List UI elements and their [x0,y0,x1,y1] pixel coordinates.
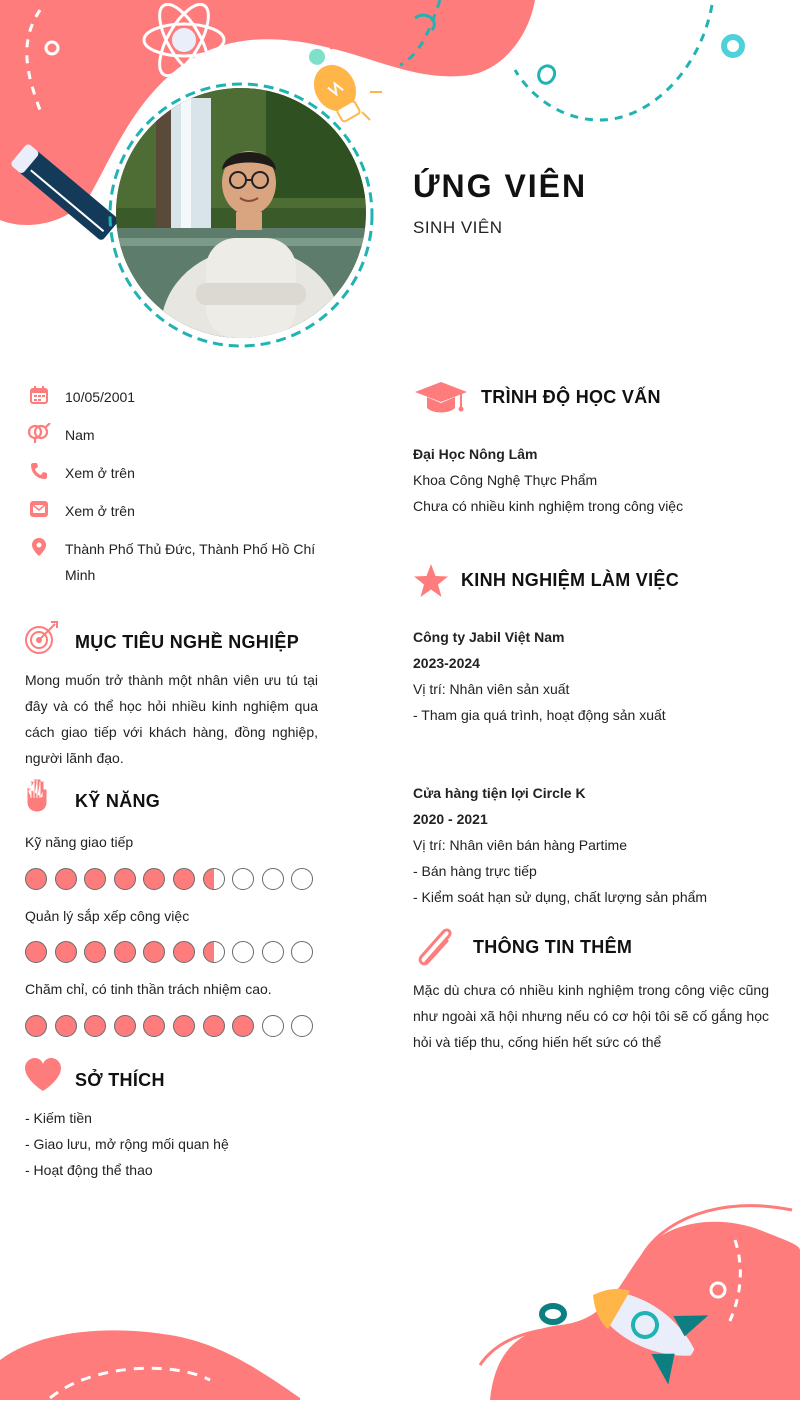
email-text: Xem ở trên [65,503,135,519]
hobby-item: - Giao lưu, mở rộng mối quan hệ [25,1136,229,1152]
education-title: TRÌNH ĐỘ HỌC VẤN [481,387,661,407]
hobby-item: - Hoạt động thể thao [25,1162,153,1178]
job-position: Vị trí: Nhân viên sản xuất [413,681,570,697]
location-pin-icon [26,536,52,558]
rating-dot [173,941,195,963]
rating-dot [291,941,313,963]
rating-dot [232,941,254,963]
skill-label: Quản lý sắp xếp công việc [25,908,190,924]
address-text: Thành Phố Thủ Đức, Thành Phố Hồ Chí Minh [65,541,316,583]
rating-dot [84,868,106,890]
rating-dot [262,1015,284,1037]
calendar-icon [26,384,52,406]
rating-dot [143,1015,165,1037]
phone-text: Xem ở trên [65,465,135,481]
job-detail: - Tham gia quá trình, hoạt động sản xuất [413,707,666,723]
rating-dot [291,1015,313,1037]
rating-dot [262,868,284,890]
job-company: Cửa hàng tiện lợi Circle K [413,785,586,801]
rating-dot [114,868,136,890]
rating-dot [203,868,225,890]
job-company: Công ty Jabil Việt Nam [413,629,565,645]
rating-dot [25,868,47,890]
career-goal-title: MỤC TIÊU NGHỀ NGHIỆP [75,632,300,652]
skill-rating [25,868,321,890]
skill-label: Kỹ năng giao tiếp [25,834,134,850]
rating-dot [173,868,195,890]
hobbies-title: SỞ THÍCH [75,1070,165,1090]
hobbies-list [25,1105,325,1183]
education-block [413,441,783,519]
experience-title: KINH NGHIỆM LÀM VIỆC [461,570,680,590]
info-email [26,498,326,524]
job-period: 2023-2024 [413,655,480,671]
education-school: Đại Học Nông Lâm [413,446,538,462]
birthdate-text: 10/05/2001 [65,389,136,405]
skill-rating [25,1015,321,1037]
gender-icon [26,422,52,444]
rating-dot [25,1015,47,1037]
rating-dot [232,1015,254,1037]
info-address [26,536,326,588]
info-birthdate [26,384,326,410]
rating-dot [55,868,77,890]
profile-photo [116,88,366,338]
education-note: Chưa có nhiều kinh nghiệm trong công việc [413,498,684,514]
job-detail: - Kiểm soát hạn sử dụng, chất lượng sản phẩm [413,889,708,905]
rating-dot [114,941,136,963]
target-icon [24,620,60,656]
job-position: Vị trí: Nhân viên bán hàng Partime [413,837,628,853]
job-entry [413,780,783,910]
paperclip-icon [416,926,458,968]
rating-dot [143,941,165,963]
rating-dot [173,1015,195,1037]
graduation-cap-icon [413,380,469,416]
rating-dot [203,1015,225,1037]
phone-icon [26,460,52,482]
skill-label: Chăm chỉ, có tinh thần trách nhiệm cao. [25,981,272,997]
job-period: 2020 - 2021 [413,811,488,827]
email-icon [26,498,52,520]
rating-dot [55,941,77,963]
candidate-title: SINH VIÊN [413,218,503,237]
job-detail: - Bán hàng trực tiếp [413,863,537,879]
candidate-name: ỨNG VIÊN [413,168,588,204]
rating-dot [55,1015,77,1037]
info-gender [26,422,326,448]
rating-dot [25,941,47,963]
star-icon [413,564,449,598]
footer-decoration [0,1190,800,1424]
rating-dot [203,941,225,963]
gender-text: Nam [65,427,95,443]
rating-dot [262,941,284,963]
heart-icon [24,1058,62,1092]
skills-title: KỸ NĂNG [75,791,161,811]
job-entry [413,624,783,728]
hobby-item: - Kiếm tiền [25,1110,92,1126]
additional-info-title: THÔNG TIN THÊM [473,937,633,957]
rating-dot [84,1015,106,1037]
hand-icon [24,778,48,812]
rating-dot [143,868,165,890]
rating-dot [114,1015,136,1037]
additional-info-text: Mặc dù chưa có nhiều kinh nghiệm trong công việc cũng như ngoài xã hội nhưng nếu có cơ hội tôi sẽ cố gắng học hỏi và tiếp thu, cống hiến hết sức có thể [413,982,769,1050]
info-phone [26,460,326,486]
rating-dot [84,941,106,963]
career-goal-text: Mong muốn trở thành một nhân viên ưu tú tại đây và có thể học hỏi nhiều kinh nghiệm qua cách giao tiếp với khách hàng, đồng nghiệp, người lãnh đạo. [25,672,318,766]
skill-rating [25,941,321,963]
rating-dot [291,868,313,890]
education-faculty: Khoa Công Nghệ Thực Phẩm [413,472,598,488]
rating-dot [232,868,254,890]
